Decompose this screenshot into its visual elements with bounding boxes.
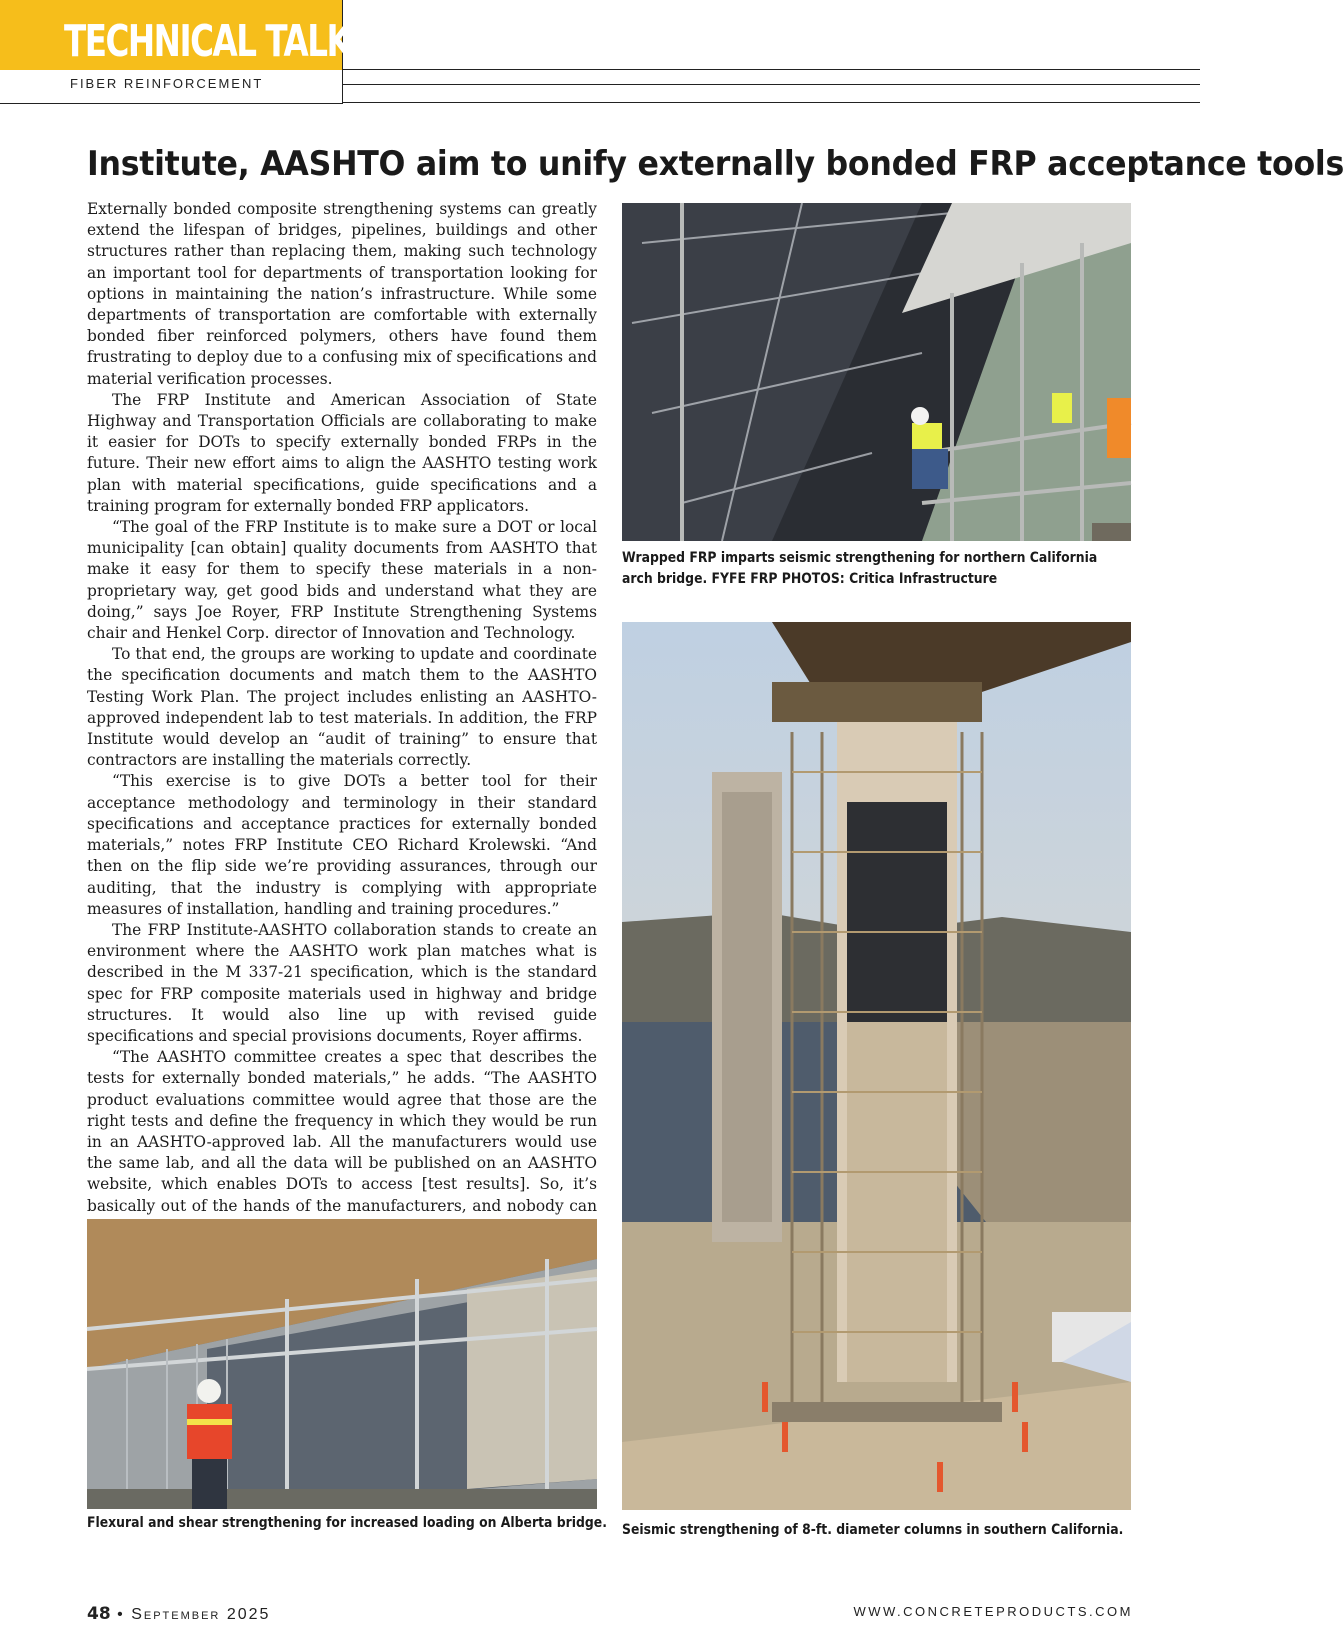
photo-alberta-bridge — [87, 1219, 597, 1509]
article-paragraph: “The goal of the FRP Institute is to make sure a DOT or local municipality [can obtain] quality documents from AASHTO that make it easy for them to specify these materials in a non-proprietary way, get good bids and understand what they are doing,” says Joe Royer, FRP Institute Strengthening Systems chair and Henkel Corp. director of Innovation and Technology. — [87, 518, 597, 643]
article-paragraph: To that end, the groups are working to update and coordinate the specification documents and match them to the AASHTO Testing Work Plan. The project includes enlisting an AASHTO-approved independent lab to test materials. In addition, the FRP Institute would develop an “audit of training” to ensure that contractors are installing the materials correctly. — [87, 645, 597, 770]
article-paragraph: “This exercise is to give DOTs a better tool for their acceptance methodology and terminology in their standard specifications and acceptance practices for externally bonded materials,” notes FRP Institute CEO Richard Krolewski. “And then on the flip side we’re providing assurances, through our auditing, that the industry is complying with appropriate measures of installation, handling and training procedures.” — [87, 772, 597, 918]
article-headline: Institute, AASHTO aim to unify externally bonded FRP acceptance tools — [87, 144, 1344, 184]
caption-seismic-columns: Seismic strengthening of 8-ft. diameter columns in southern California. — [622, 1522, 1124, 1538]
article-paragraph: The FRP Institute and American Association of State Highway and Transportation Officials are collaborating to make it easier for DOTs to specify externally bonded FRPs in the future. Their new effort aims to align the AASHTO testing work plan with material specifications, guide specifications and a training program for externally bonded FRP applicators. — [87, 390, 597, 515]
header-rule-middle — [342, 84, 1200, 85]
footer-folio — [87, 1604, 270, 1624]
photo-arch-bridge — [622, 203, 1131, 541]
header-rule-top — [342, 69, 1200, 70]
article-paragraph: “The AASHTO committee creates a spec that describes the tests for externally bonded materials,” he adds. “The AASHTO product evaluations committee would agree that those are the right tests and define the frequency in which they would be run in an AASHTO-approved lab. All the manufacturers would use the same lab, and all the data will be published on an AASHTO website, which enables DOTs to access [test results]. So, it’s basically out of the hands of the manufacturers, and nobody can — [87, 1048, 597, 1215]
footer-bullet: • — [117, 1606, 125, 1623]
caption-alberta-bridge: Flexural and shear strengthening for increased loading on Alberta bridge. — [87, 1515, 607, 1531]
caption-arch-bridge: Wrapped FRP imparts seismic strengthening for northern California arch bridge. FYFE FRP PHOTOS: Critica Infrastructure — [622, 550, 1098, 587]
article-paragraph: Externally bonded composite strengthening systems can greatly extend the lifespan of bridges, pipelines, buildings and other structures rather than replacing them, making such technology an important tool for departments of transportation looking for options in maintaining the nation’s infrastructure. While some departments of transportation are comfortable with externally bonded fiber reinforced polymers, others have found them frustrating to deploy due to a confusing mix of specifications and material verification processes. — [87, 200, 597, 388]
header-rule-bottom — [342, 102, 1200, 103]
photo-seismic-columns — [622, 622, 1131, 1510]
footer-website: WWW.CONCRETEPRODUCTS.COM — [853, 1604, 1133, 1619]
section-subtitle: FIBER REINFORCEMENT — [70, 76, 264, 91]
article-body — [87, 199, 597, 1238]
section-title: TECHNICAL TALK — [64, 16, 351, 67]
section-header — [0, 0, 351, 104]
article-paragraph: The FRP Institute-AASHTO collaboration stands to create an environment where the AASHTO work plan matches what is described in the M 337-21 specification, which is the standard spec for FRP composite materials used in highway and bridge structures. It would also line up with revised guide specifications and special provisions documents, Royer affirms. — [87, 920, 597, 1045]
issue-date: September 2025 — [131, 1606, 271, 1623]
page-number: 48 — [87, 1604, 111, 1624]
